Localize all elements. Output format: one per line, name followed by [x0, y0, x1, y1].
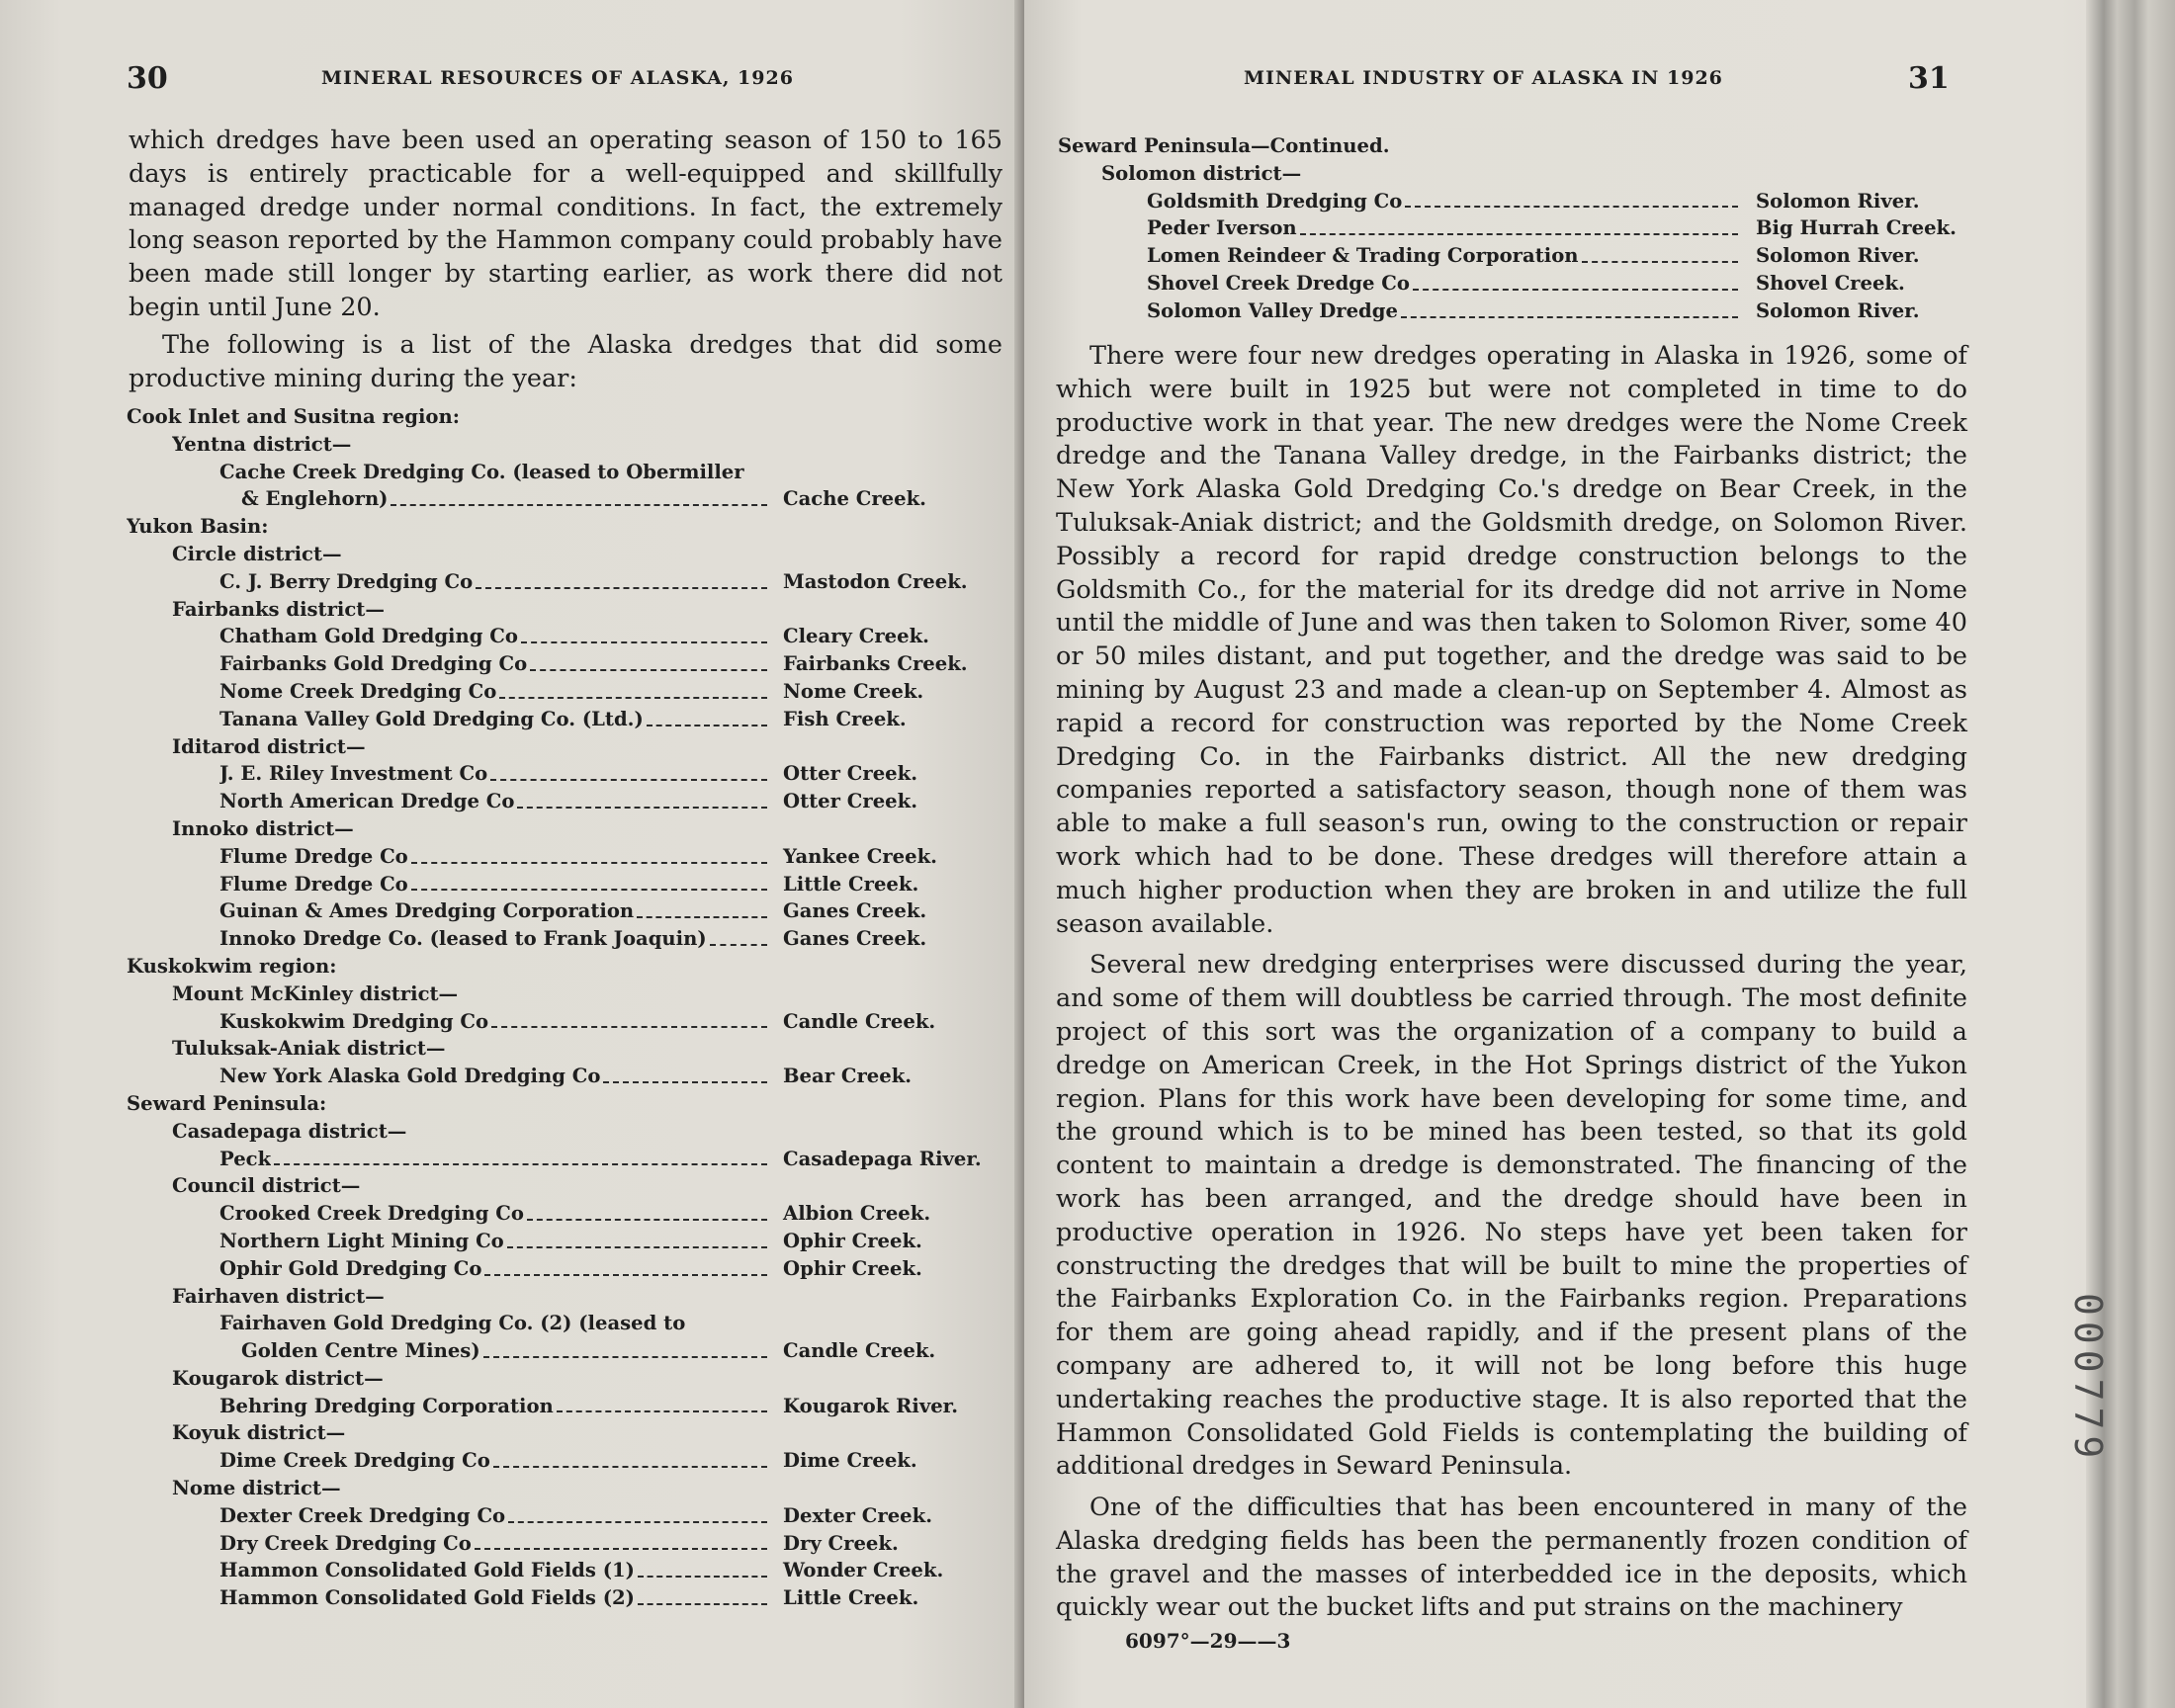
list-item-name: Casadepaga district— — [172, 1119, 407, 1143]
archive-stamp-number: 000779 — [2066, 1293, 2110, 1465]
list-item-name: Kuskokwim region: — [127, 954, 337, 978]
list-item — [127, 706, 997, 733]
list-item — [127, 650, 997, 678]
leader-dots — [508, 1502, 767, 1530]
list-item-location: Big Hurrah Creek. — [1756, 216, 1957, 240]
list-item-location: Fairbanks Creek. — [783, 652, 968, 676]
list-item-name: Goldsmith Dredging Co — [1147, 189, 1403, 213]
list-item-name: Yukon Basin: — [127, 515, 269, 539]
list-item-name: & Englehorn) — [241, 487, 389, 511]
left-paragraph-1: which dredges have been used an operating season of 150 to 165 days is entirely practicable for a well-equipped and skillfully managed dredge under normal conditions. In fact, the extremely long season reported by the Hammon company could probably have been made still longer by starting earlier, as work there did not begin until June 20. — [129, 126, 1002, 322]
list-item — [127, 953, 997, 981]
leader-dots — [647, 706, 767, 733]
list-item — [127, 1063, 997, 1090]
list-item — [127, 568, 997, 596]
list-item — [1058, 298, 1977, 325]
list-item-location: Ophir Creek. — [783, 1229, 922, 1252]
list-item-location: Otter Creek. — [783, 790, 918, 813]
list-item — [127, 1090, 997, 1118]
signature-footer: 6097°—29——3 — [1125, 1629, 1291, 1653]
list-item-location: Nome Creek. — [783, 679, 924, 703]
list-item-location: Kougarok River. — [783, 1394, 959, 1417]
list-item — [127, 1584, 997, 1612]
list-item-location: Little Creek. — [783, 1586, 919, 1610]
leader-dots — [530, 650, 767, 678]
list-item-location: Dexter Creek. — [783, 1503, 933, 1527]
leader-dots — [1405, 188, 1738, 215]
list-item — [127, 1557, 997, 1584]
list-item-name: Cook Inlet and Susitna region: — [127, 405, 460, 428]
list-item — [127, 541, 997, 568]
list-item — [127, 1172, 997, 1200]
leader-dots — [1401, 298, 1738, 325]
right-paragraph-2: Several new dredging enterprises were discussed during the year, and some of them will doubtless be carried through. The most definite project of this sort was the organization of a company to build a dredge on American Creek, in the Hot Springs district of the Yukon region. Plans for this work have been developing for some time, and the ground which is to be mined has been tested, so that its gold content to maintain a dredge is demonstrated. The financing of the work has been arranged, and the dredge should have been in productive operation in 1926. No steps have yet been taken for constructing the dredges that will be built to mine the properties of the Fairbanks Exploration Co. in the Fairbanks region. Preparations for them are going ahead rapidly, and if the present plans of the company are adhered to, it will not be long before this huge undertaking reaches the productive stage. It is also reported that the Hammon Consolidated Gold Fields is contemplating the building of additional dredges in Seward Peninsula. — [1056, 950, 1967, 1482]
list-item — [127, 1008, 997, 1036]
list-item-name: Northern Light Mining Co — [219, 1229, 504, 1252]
list-item-location: Candle Creek. — [783, 1339, 936, 1363]
list-item — [127, 1447, 997, 1475]
leader-dots — [411, 843, 767, 871]
list-item-location: Casadepaga River. — [783, 1147, 982, 1170]
left-paragraph-2: The following is a list of the Alaska dredges that did some productive mining during the year: — [129, 329, 1002, 393]
leader-dots — [274, 1146, 767, 1173]
dredge-list-right — [1058, 132, 1977, 325]
list-item-name: Chatham Gold Dredging Co — [219, 625, 518, 648]
list-item-name: Nome district— — [172, 1477, 341, 1500]
list-item — [127, 815, 997, 843]
list-item-location: Solomon River. — [1756, 189, 1920, 213]
left-page — [0, 0, 1022, 1708]
list-item-name: Tuluksak-Aniak district— — [172, 1037, 446, 1061]
list-item-name: Mount McKinley district— — [172, 982, 459, 1005]
list-item-location: Yankee Creek. — [783, 844, 937, 868]
list-item-location: Little Creek. — [783, 872, 919, 896]
leader-dots — [517, 788, 767, 815]
list-item — [127, 1255, 997, 1283]
list-item — [127, 459, 997, 486]
leader-dots — [557, 1393, 767, 1420]
list-item-name: Hammon Consolidated Gold Fields (1) — [219, 1559, 635, 1582]
list-item-location: Otter Creek. — [783, 762, 918, 786]
list-item — [127, 1035, 997, 1063]
list-item — [127, 760, 997, 788]
list-item-name: Shovel Creek Dredge Co — [1147, 271, 1410, 295]
list-item-name: Behring Dredging Corporation — [219, 1394, 554, 1417]
list-item-name: Solomon Valley Dredge — [1147, 299, 1398, 322]
list-item-name: Dime Creek Dredging Co — [219, 1449, 490, 1473]
list-item-name: Hammon Consolidated Gold Fields (2) — [219, 1586, 635, 1610]
list-item — [127, 1393, 997, 1420]
list-item — [1058, 160, 1977, 188]
list-item-location: Fish Creek. — [783, 707, 907, 730]
list-item-name: Dexter Creek Dredging Co — [219, 1503, 506, 1527]
list-item-location: Solomon River. — [1756, 299, 1920, 322]
list-item — [127, 1365, 997, 1393]
leader-dots — [391, 485, 767, 513]
leader-dots — [499, 678, 767, 706]
leader-dots — [637, 897, 767, 925]
list-item-name: New York Alaska Gold Dredging Co — [219, 1065, 601, 1088]
list-item-location: Bear Creek. — [783, 1065, 913, 1088]
list-item-name: Kuskokwim Dredging Co — [219, 1009, 489, 1033]
list-item — [127, 1419, 997, 1447]
list-item-location: Candle Creek. — [783, 1009, 936, 1033]
right-page-number: 31 — [1908, 61, 1950, 96]
list-item — [127, 596, 997, 624]
list-item-location: Wonder Creek. — [783, 1559, 944, 1582]
list-item — [127, 403, 997, 431]
list-item — [127, 925, 997, 953]
list-item — [127, 513, 997, 541]
list-item — [127, 431, 997, 459]
list-item-location: Cache Creek. — [783, 487, 927, 511]
right-page — [1024, 0, 2175, 1708]
list-item-location: Ganes Creek. — [783, 927, 927, 951]
list-item — [127, 1337, 997, 1365]
list-item — [127, 1283, 997, 1311]
list-item — [1058, 270, 1977, 298]
list-item — [127, 1228, 997, 1255]
left-body — [129, 125, 1002, 395]
list-item-location: Solomon River. — [1756, 244, 1920, 268]
list-item — [127, 678, 997, 706]
leader-dots — [1413, 270, 1738, 298]
list-item-name: Cache Creek Dredging Co. (leased to Obermiller — [219, 460, 744, 483]
list-item-location: Albion Creek. — [783, 1202, 931, 1226]
list-item — [1058, 242, 1977, 270]
list-item — [127, 788, 997, 815]
list-item-name: Kougarok district— — [172, 1366, 384, 1390]
leader-dots — [490, 760, 767, 788]
leader-dots — [521, 623, 767, 650]
list-item — [1058, 132, 1977, 160]
list-item-name: Fairhaven Gold Dredging Co. (2) (leased to — [219, 1312, 686, 1335]
list-item — [127, 1475, 997, 1502]
list-item — [127, 1200, 997, 1228]
list-item-name: Innoko Dredge Co. (leased to Frank Joaquin) — [219, 927, 707, 951]
list-item-name: North American Dredge Co — [219, 790, 515, 813]
list-item-name: Iditarod district— — [172, 734, 366, 758]
leader-dots — [1300, 214, 1738, 242]
list-item-name: J. E. Riley Investment Co — [219, 762, 488, 786]
list-item-location: Shovel Creek. — [1756, 271, 1905, 295]
leader-dots — [527, 1200, 767, 1228]
list-item-name: Fairbanks district— — [172, 597, 385, 621]
list-item — [127, 1530, 997, 1558]
list-item — [1058, 214, 1977, 242]
list-item-name: Ophir Gold Dredging Co — [219, 1256, 482, 1280]
list-item-name: Council district— — [172, 1174, 361, 1198]
left-running-head: MINERAL RESOURCES OF ALASKA, 1926 — [321, 67, 794, 89]
list-item-location: Ganes Creek. — [783, 899, 927, 923]
list-item-name: Nome Creek Dredging Co — [219, 679, 497, 703]
list-item-name: Fairbanks Gold Dredging Co — [219, 652, 528, 676]
list-item — [1058, 188, 1977, 215]
list-item-name: Circle district— — [172, 542, 342, 565]
left-page-number: 30 — [127, 61, 168, 96]
leader-dots — [603, 1063, 767, 1090]
list-item — [127, 843, 997, 871]
right-paragraph-1: There were four new dredges operating in Alaska in 1926, some of which were built in 1925 but were not completed in time to do productive work in that year. The new dredges were the Nome Creek dredge and the Tanana Valley dredge, in the Fairbanks district; the New York Alaska Gold Dredging Co.'s dredge on Bear Creek, in the Tuluksak-Aniak district; and the Goldsmith dredge, on Solomon River. Possibly a record for rapid dredge construction belongs to the Goldsmith Co., for the material for its dredge did not arrive in Nome until the middle of June and was then taken to Solomon River, some 40 or 50 miles distant, and put together, and the dredge was said to be mining by August 23 and made a clean-up on September 4. Almost as rapid a record for construction was reported by the Nome Creek Dredging Co. in the Fairbanks district. All the new dredging companies reported a satisfactory season, though none of them was able to make a full season's run, owing to the construction or repair work which had to be done. These dredges will therefore attain a much higher production when they are broken in and utilize the full season available. — [1056, 341, 1967, 939]
right-body — [1056, 340, 1967, 1625]
leader-dots — [638, 1557, 767, 1584]
list-item — [127, 1502, 997, 1530]
right-paragraph-3: One of the difficulties that has been encountered in many of the Alaska dredging fields has been the permanently frozen condition of the gravel and the masses of interbedded ice in the deposits, which quickly wear out the bucket lifts and put strains on the machinery — [1056, 1493, 1967, 1623]
list-item-name: Seward Peninsula: — [127, 1091, 327, 1115]
leader-dots — [507, 1228, 767, 1255]
list-item-name: Innoko district— — [172, 816, 354, 840]
list-item-location: Dime Creek. — [783, 1449, 917, 1473]
list-item — [127, 1146, 997, 1173]
list-item-location: Ophir Creek. — [783, 1256, 922, 1280]
leader-dots — [411, 871, 767, 898]
list-item-name: Yentna district— — [172, 432, 352, 456]
leader-dots — [483, 1337, 767, 1365]
leader-dots — [491, 1008, 767, 1036]
list-item-name: Guinan & Ames Dredging Corporation — [219, 899, 635, 923]
list-item — [127, 623, 997, 650]
leader-dots — [476, 568, 767, 596]
list-item-name: Flume Dredge Co — [219, 844, 408, 868]
leader-dots — [638, 1584, 767, 1612]
leader-dots — [710, 925, 767, 953]
list-item-name: Peck — [219, 1147, 272, 1170]
list-item-location: Mastodon Creek. — [783, 569, 968, 593]
list-item — [127, 733, 997, 761]
list-item — [127, 871, 997, 898]
leader-dots — [484, 1255, 767, 1283]
list-item-name: Lomen Reindeer & Trading Corporation — [1147, 244, 1579, 268]
list-item-name: Golden Centre Mines) — [241, 1339, 480, 1363]
list-item — [127, 485, 997, 513]
list-item-location: Dry Creek. — [783, 1531, 899, 1555]
list-item — [127, 981, 997, 1008]
leader-dots — [1582, 242, 1738, 270]
right-running-head: MINERAL INDUSTRY OF ALASKA IN 1926 — [1244, 67, 1723, 89]
list-item-name: Koyuk district— — [172, 1421, 346, 1445]
list-item-name: C. J. Berry Dredging Co — [219, 569, 474, 593]
list-item-name: Seward Peninsula—Continued. — [1058, 134, 1390, 157]
leader-dots — [493, 1447, 767, 1475]
list-item-name: Dry Creek Dredging Co — [219, 1531, 472, 1555]
list-item — [127, 1310, 997, 1337]
list-item-name: Peder Iverson — [1147, 216, 1297, 240]
list-item-name: Fairhaven district— — [172, 1284, 385, 1308]
list-item-name: Tanana Valley Gold Dredging Co. (Ltd.) — [219, 707, 644, 730]
list-item-name: Solomon district— — [1101, 161, 1302, 185]
list-item — [127, 897, 997, 925]
list-item — [127, 1118, 997, 1146]
list-item-name: Crooked Creek Dredging Co — [219, 1202, 524, 1226]
leader-dots — [475, 1530, 767, 1558]
list-item-name: Flume Dredge Co — [219, 872, 408, 896]
dredge-list-left — [127, 403, 997, 1612]
list-item-location: Cleary Creek. — [783, 625, 929, 648]
